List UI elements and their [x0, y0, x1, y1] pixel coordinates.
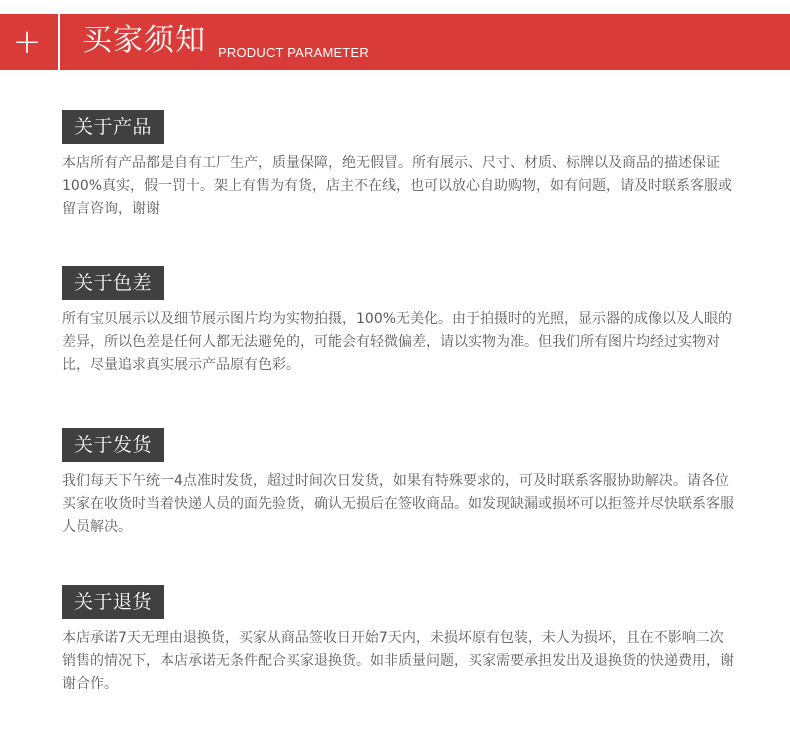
header-banner	[0, 14, 790, 70]
section-label-returns: 关于退货	[62, 585, 164, 619]
section-label-color-difference: 关于色差	[62, 266, 164, 300]
section-label-shipping: 关于发货	[62, 428, 164, 462]
page-title: 买家须知	[82, 23, 206, 58]
section-text-returns: 本店承诺7天无理由退换货，买家从商品签收日开始7天内，未损坏原有包装，未人为损坏，且在不影响二次销售的情况下，本店承诺无条件配合买家退换货。如非质量问题，买家需要承担发出及退换货的快递费用，谢谢合作。	[62, 630, 734, 692]
section-text-product: 本店所有产品都是自有工厂生产，质量保障，绝无假冒。所有展示、尺寸、材质、标牌以及商品的描述保证100%真实，假一罚十。架上有售为有货，店主不在线，也可以放心自助购物，如有问题，请及时联系客服或留言咨询，谢谢	[62, 155, 733, 217]
section-text-shipping: 我们每天下午统一4点准时发货，超过时间次日发货，如果有特殊要求的，可及时联系客服协助解决。请各位买家在收货时当着快递人员的面先验货，确认无损后在签收商品。如发现缺漏或损坏可以拒签并尽快联系客服人员解决。	[62, 473, 734, 535]
section-returns	[62, 585, 742, 696]
section-color-difference	[62, 266, 742, 377]
section-shipping	[62, 428, 742, 539]
plus-icon: +	[12, 22, 42, 62]
section-text-color-difference: 所有宝贝展示以及细节展示图片均为实物拍摄，100%无美化。由于拍摄时的光照，显示器的成像以及人眼的差异，所以色差是任何人都无法避免的，可能会有轻微偏差，请以实物为准。但我们所有图片均经过实物对比，尽量追求真实展示产品原有色彩。	[62, 311, 733, 373]
section-label-product: 关于产品	[62, 110, 164, 144]
header-divider	[58, 14, 60, 70]
page-subtitle: PRODUCT PARAMETER	[218, 45, 369, 60]
section-product	[62, 110, 742, 221]
